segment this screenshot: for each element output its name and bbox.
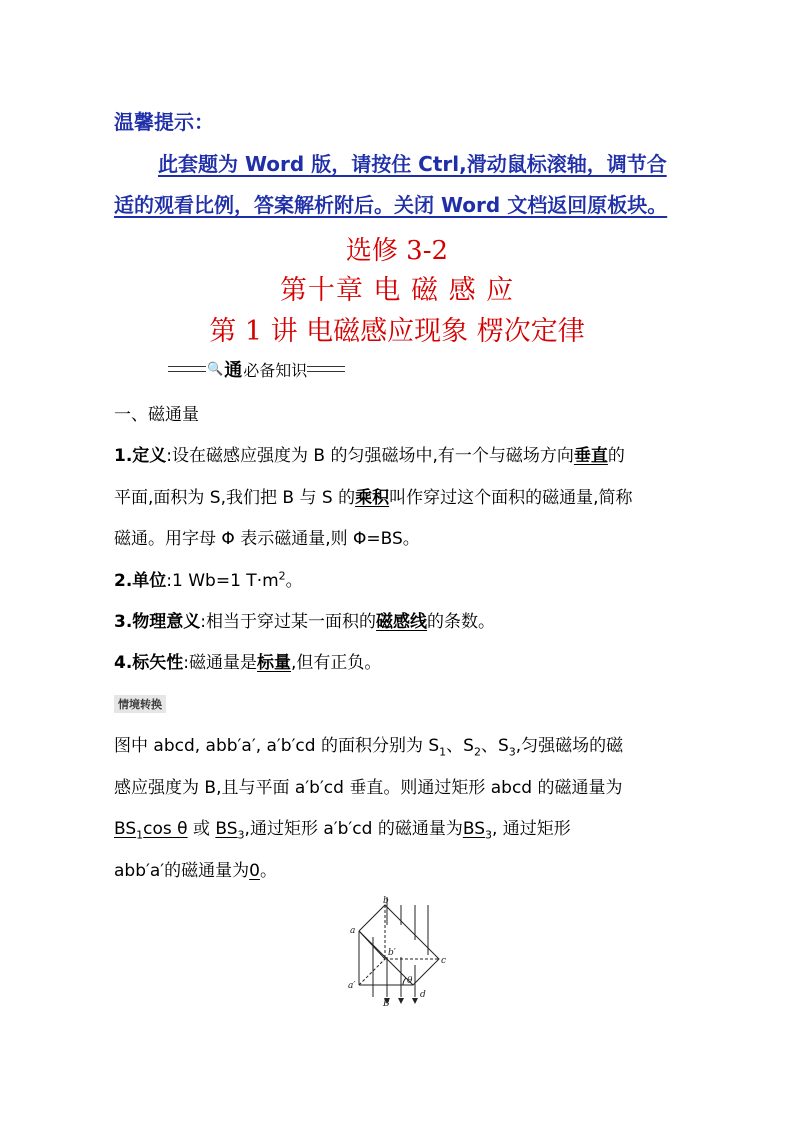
diag-a-b-prime xyxy=(359,931,385,959)
meaning-text-b: 的条数。 xyxy=(427,612,496,632)
definition-text-b: 的 xyxy=(607,446,625,466)
scalar-line xyxy=(114,648,381,673)
answer-a-b-cd-flux xyxy=(462,819,492,842)
ans3-a: BS xyxy=(462,819,485,839)
answer-abcd-flux-alt xyxy=(215,819,245,842)
definition-label: 1.定义 xyxy=(114,446,167,466)
ans2-a: BS xyxy=(215,819,238,839)
tip-line-2: 适的观看比例，答案解析附后。关闭 Word 文档返回原板块。 xyxy=(114,193,668,217)
section-heading: 一、磁通量 xyxy=(114,405,199,425)
tip-line-1: 此套题为 Word 版，请按住 Ctrl,滑动鼠标滚轴，调节合 xyxy=(158,152,667,176)
definition-line-1 xyxy=(114,441,625,466)
label-b-prime: b′ xyxy=(388,948,396,958)
scenario-sub-3: 3 xyxy=(508,745,516,759)
field-arrow xyxy=(398,998,404,1004)
scenario-line-1 xyxy=(114,731,623,758)
answer-product: 乘积 xyxy=(355,488,390,508)
label-a-prime: a′ xyxy=(348,981,356,991)
unit-label: 2.单位 xyxy=(114,571,167,591)
definition-line-3: 磁通。用字母 Φ 表示磁通量,则 Φ=BS。 xyxy=(114,529,420,549)
label-d: d xyxy=(420,990,426,1000)
scalar-label: 4.标矢性 xyxy=(114,653,184,673)
ans1-sub: 1 xyxy=(136,828,144,842)
banner-glyph: 通 xyxy=(224,360,243,381)
scenario-sep-2: 、S xyxy=(480,736,509,756)
definition-text-d: 叫作穿过这个面积的磁通量,简称 xyxy=(389,488,633,508)
meaning-label: 3.物理意义 xyxy=(114,612,201,632)
answer-abb-a-flux: 0 xyxy=(249,861,260,881)
unit-text: :1 Wb=1 T·m xyxy=(166,571,279,591)
label-theta: θ xyxy=(407,976,413,986)
label-b: b xyxy=(383,896,389,906)
ans3-sub: 3 xyxy=(484,828,492,842)
answer-abcd-flux xyxy=(114,819,188,842)
scenario-text-4-end: 。 xyxy=(259,861,277,881)
magnifier-icon: 🔍 xyxy=(207,361,224,377)
meaning-text-a: :相当于穿过某一面积的 xyxy=(200,612,377,632)
scenario-text-1: 图中 abcd, abb′a′, a′b′cd 的面积分别为 S xyxy=(114,736,440,756)
answer-scalar: 标量 xyxy=(257,653,292,673)
unit-end: 。 xyxy=(285,571,303,591)
scenario-line-2: 感应强度为 B,且与平面 a′b′cd 垂直。则通过矩形 abcd 的磁通量为 xyxy=(114,778,623,798)
flux-diagram xyxy=(345,895,455,1007)
chapter-heading: 第十章 电 磁 感 应 xyxy=(279,275,515,306)
ans1-a: BS xyxy=(114,819,137,839)
scenario-or: 或 xyxy=(187,819,216,839)
scalar-text-b: ,但有正负。 xyxy=(291,653,382,673)
definition-line-2 xyxy=(114,483,632,508)
edge-ab-prime xyxy=(359,959,385,985)
scenario-line-4 xyxy=(114,856,277,881)
scenario-badge: 情境转换 xyxy=(114,695,166,713)
answer-perpendicular: 垂直 xyxy=(573,446,608,466)
tip-title: 温馨提示： xyxy=(114,110,214,134)
unit-exponent: 2 xyxy=(278,569,286,583)
label-B: B xyxy=(383,999,390,1007)
scalar-text-a: :磁通量是 xyxy=(183,653,258,673)
section-banner xyxy=(168,356,345,382)
label-a: a xyxy=(350,926,356,936)
scenario-sub-1: 1 xyxy=(439,745,447,759)
label-c: c xyxy=(441,956,447,966)
unit-line xyxy=(114,566,303,591)
banner-rule-left xyxy=(168,366,206,372)
scenario-text-4: abb′a′的磁通量为 xyxy=(114,861,250,881)
banner-rule-right xyxy=(307,366,345,372)
banner-text: 必备知识 xyxy=(243,360,308,380)
meaning-line xyxy=(114,607,495,632)
flux-figure xyxy=(345,895,455,1011)
definition-text-c: 平面,面积为 S,我们把 B 与 S 的 xyxy=(114,488,356,508)
theta-arc xyxy=(403,978,406,985)
ans1-b: cos θ xyxy=(143,819,188,839)
field-arrow xyxy=(412,998,418,1004)
scenario-sub-2: 2 xyxy=(473,745,481,759)
answer-field-lines: 磁感线 xyxy=(376,612,428,632)
lecture-heading: 第 1 讲 电磁感应现象 楞次定律 xyxy=(209,316,585,347)
course-heading: 选修 3-2 xyxy=(345,236,449,266)
scenario-text-3-mid: ,通过矩形 a′b′cd 的磁通量为 xyxy=(244,819,463,839)
scenario-text-3-end: , 通过矩形 xyxy=(491,819,571,839)
scenario-line-3 xyxy=(114,814,571,841)
scenario-text-1-end: ,匀强磁场的磁 xyxy=(515,736,624,756)
ans2-sub: 3 xyxy=(237,828,245,842)
definition-text-a: :设在磁感应强度为 B 的匀强磁场中,有一个与磁场方向 xyxy=(166,446,574,466)
scenario-sep-1: 、S xyxy=(446,736,474,756)
